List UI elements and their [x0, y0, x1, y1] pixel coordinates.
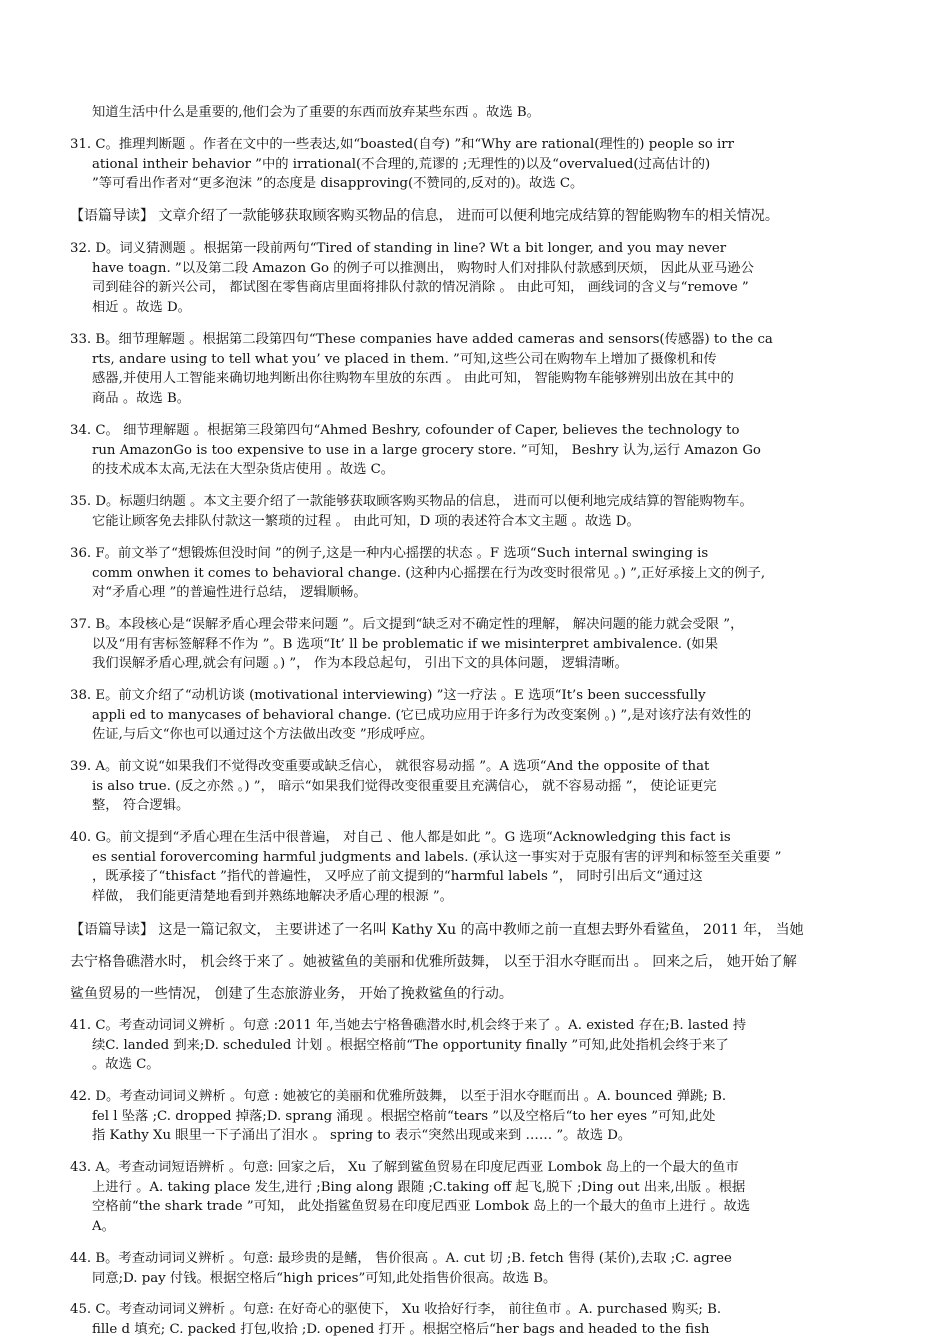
text-line: 34. C。 细节理解题 。根据第三段第四句“Ahmed Beshry, cofounder of Caper, believes the technology to: [70, 423, 740, 438]
text-line: 指 Kathy Xu 眼里一下子涌出了泪水 。 spring to 表示“突然出现或来到 …… ”。故选 D。: [92, 1128, 632, 1143]
answer-explanation-paragraph: [70, 103, 882, 123]
text-line: 相近 。故选 D。: [92, 299, 191, 315]
answer-explanation-paragraph: [70, 492, 882, 531]
text-line: 32. D。词义猜测题 。根据第一段前两句“Tired of standing in line? Wt a bit longer, and you may never: [70, 241, 727, 256]
text-line: A。: [92, 1218, 115, 1234]
text-line: 38. E。前文介绍了“动机访谈 (motivational interviewing) ”这一疗法 。E 选项“It’s been successfully: [70, 688, 706, 703]
text-line: 佐证,与后文“你也可以通过这个方法做出改变 ”形成呼应。: [92, 727, 434, 742]
text-line: fille d 填充; C. packed 打包,收拾 ;D. opened 打开 。根据空格后“her bags and headed to the fish: [92, 1321, 710, 1337]
text-line: 的技术成本太高,无法在大型杂货店使用 。故选 C。: [92, 462, 395, 477]
answer-explanation-paragraph: [70, 1300, 882, 1339]
text-line: 整， 符合逻辑。: [92, 798, 190, 813]
text-line: 41. C。考查动词词义辨析 。句意 :2011 年,当她去宁格鲁礁潜水时,机会终于来了 。A. existed 存在;B. lasted 持: [70, 1018, 747, 1033]
text-line: 31. C。推理判断题 。作者在文中的一些表达,如“boasted(自夸) ”和“Why are rational(理性的) people so irr: [70, 137, 734, 152]
answer-explanation-paragraph: [70, 544, 882, 603]
text-line: 44. B。考查动词词义辨析 。句意: 最珍贵的是鳍， 售价很高 。A. cut 切 ;B. fetch 售得 (某价),去取 ;C. agree: [70, 1251, 732, 1266]
text-line: fel l 坠落 ;C. dropped 掉落;D. sprang 涌现 。根据空格前“tears ”以及空格后“to her eyes ”可知,此处: [92, 1108, 716, 1124]
text-line: rts, andare using to tell what you’ ve placed in them. ”可知,这些公司在购物车上增加了摄像机和传: [92, 351, 717, 367]
text-line: ”等可看出作者对“更多泡沫 ”的态度是 disapproving(不赞同的,反对的)。故选 C。: [92, 176, 584, 191]
text-line: 鲨鱼贸易的一些情况， 创建了生态旅游业务， 开始了挽救鲨鱼的行动。: [70, 986, 513, 1002]
text-line: 以及“用有害标签解释不作为 ”。B 选项“It’ ll be problematic if we misinterpret ambivalence. (如果: [92, 636, 719, 652]
text-line: 续C. landed 到来;D. scheduled 计划 。根据空格前“The opportunity finally ”可知,此处指机会终于来了: [92, 1037, 729, 1053]
text-line: 对“矛盾心理 ”的普遍性进行总结， 逻辑顺畅。: [92, 585, 367, 600]
text-line: 我们误解矛盾心理,就会有问题 。) ”， 作为本段总起句， 引出下文的具体问题， 逻辑清晰。: [92, 656, 628, 671]
text-line: 上进行 。A. taking place 发生,进行 ;Bing along 跟随 ;C.taking off 起飞,脱下 ;Ding out 出来,出版 。根据: [92, 1179, 746, 1195]
text-line: 42. D。考查动词词义辨析 。句意 : 她被它的美丽和优雅所鼓舞， 以至于泪水夺眶而出 。A. bounced 弹跳; B.: [70, 1089, 727, 1104]
answer-explanation-paragraph: [70, 1016, 882, 1075]
text-line: is also true. (反之亦然 。) ”， 暗示“如果我们觉得改变很重要且充满信心， 就不容易动摇 ”， 使论证更完: [92, 778, 717, 794]
text-line: 。故选 C。: [92, 1057, 160, 1072]
text-line: es sential forovercoming harmful judgments and labels. (承认这一事实对于克服有害的评判和标签至关重要 ”: [92, 849, 782, 865]
text-line: ational intheir behavior ”中的 irrational(不合理的,荒谬的 ;无理性的)以及“overvalued(过高估计的): [92, 156, 711, 172]
text-line: comm onwhen it comes to behavioral change. (这种内心摇摆在行为改变时很常见 。) ”,正好承接上文的例子,: [92, 565, 766, 581]
text-line: 【语篇导读】 这是一篇记叙文， 主要讲述了一名叫 Kathy Xu 的高中教师之前一直想去野外看鲨鱼， 2011 年， 当她: [70, 922, 804, 938]
text-line: 43. A。考查动词短语辨析 。句意: 回家之后， Xu 了解到鲨鱼贸易在印度尼西亚 Lombok 岛上的一个最大的鱼市: [70, 1160, 739, 1175]
text-line: 40. G。前文提到“矛盾心理在生活中很普遍， 对自己 、他人都是如此 ”。G 选项“Acknowledging this fact is: [70, 830, 731, 845]
text-line: 样做， 我们能更清楚地看到并熟练地解决矛盾心理的根源 ”。: [92, 888, 453, 904]
text-line: 司到硅谷的新兴公司， 都试图在零售商店里面将排队付款的情况消除 。 由此可知， 画线词的含义与“remove ”: [92, 280, 749, 295]
text-line: 36. F。前文举了“想锻炼但没时间 ”的例子,这是一种内心摇摆的状态 。F 选项“Such internal swinging is: [70, 546, 709, 561]
answer-explanation-paragraph: [70, 757, 882, 816]
text-line: 它能让顾客免去排队付款这一繁琐的过程 。 由此可知，D 项的表述符合本文主题 。故选 D。: [92, 513, 640, 529]
text-line: 知道生活中什么是重要的,他们会为了重要的东西而放弃某些东西 。故选 B。: [92, 105, 540, 120]
text-line: 感器,并使用人工智能来确切地判断出你往购物车里放的东西 。 由此可知， 智能购物车能够辨别出放在其中的: [92, 371, 734, 386]
text-line: 39. A。前文说“如果我们不觉得改变重要或缺乏信心， 就很容易动摇 ”。A 选项“And the opposite of that: [70, 759, 710, 774]
text-line: 商品 。故选 B。: [92, 390, 191, 406]
text-line: 33. B。细节理解题 。根据第二段第四句“These companies have added cameras and sensors(传感器) to the ca: [70, 332, 773, 347]
reading-guide-paragraph: [70, 914, 905, 1010]
text-line: 【语篇导读】 文章介绍了一款能够获取顾客购买物品的信息， 进而可以便利地完成结算的智能购物车的相关情况。: [70, 208, 779, 224]
text-line: run AmazonGo is too expensive to use in a large grocery store. ”可知， Beshry 认为,运行 Amazon Go: [92, 442, 761, 458]
answer-explanation-paragraph: [70, 1249, 882, 1288]
answer-explanation-paragraph: [70, 615, 882, 674]
text-line: 45. C。考查动词词义辨析 。句意: 在好奇心的驱使下， Xu 收拾好行李， 前往鱼市 。A. purchased 购买; B.: [70, 1302, 722, 1317]
answer-explanation-paragraph: [70, 1087, 882, 1146]
answer-explanation-paragraph: [70, 421, 882, 480]
reading-guide-paragraph: [70, 207, 905, 227]
answer-explanation-paragraph: [70, 686, 882, 745]
answer-explanation-paragraph: [70, 330, 882, 408]
answer-explanation-paragraph: [70, 135, 882, 194]
text-line: 空格前“the shark trade ”可知， 此处指鲨鱼贸易在印度尼西亚 Lombok 岛上的一个最大的鱼市上进行 。故选: [92, 1199, 751, 1214]
text-line: have toagn. ”以及第二段 Amazon Go 的例子可以推测出， 购物时人们对排队付款感到厌烦， 因此从亚马逊公: [92, 260, 754, 276]
text-line: appli ed to manycases of behavioral change. (它已成功应用于许多行为改变案例 。) ”,是对该疗法有效性的: [92, 707, 752, 723]
text-line: 35. D。标题归纳题 。本文主要介绍了一款能够获取顾客购买物品的信息， 进而可以便利地完成结算的智能购物车。: [70, 494, 753, 509]
text-line: 去宁格鲁礁潜水时， 机会终于来了 。她被鲨鱼的美丽和优雅所鼓舞， 以至于泪水夺眶而出 。 回来之后， 她开始了解: [70, 954, 797, 970]
text-line: 同意;D. pay 付钱。根据空格后“high prices”可知,此处指售价很高。故选 B。: [92, 1270, 557, 1286]
answer-explanation-paragraph: [70, 828, 882, 906]
answer-explanation-paragraph: [70, 1158, 882, 1236]
answer-explanation-paragraph: [70, 239, 882, 317]
text-line: ，既承接了“thisfact ”指代的普遍性， 又呼应了前文提到的“harmful labels ”， 同时引出后文“通过这: [92, 869, 703, 884]
text-line: 37. B。本段核心是“误解矛盾心理会带来问题 ”。后文提到“缺乏对不确定性的理解， 解决问题的能力就会受限 ”，: [70, 617, 744, 632]
